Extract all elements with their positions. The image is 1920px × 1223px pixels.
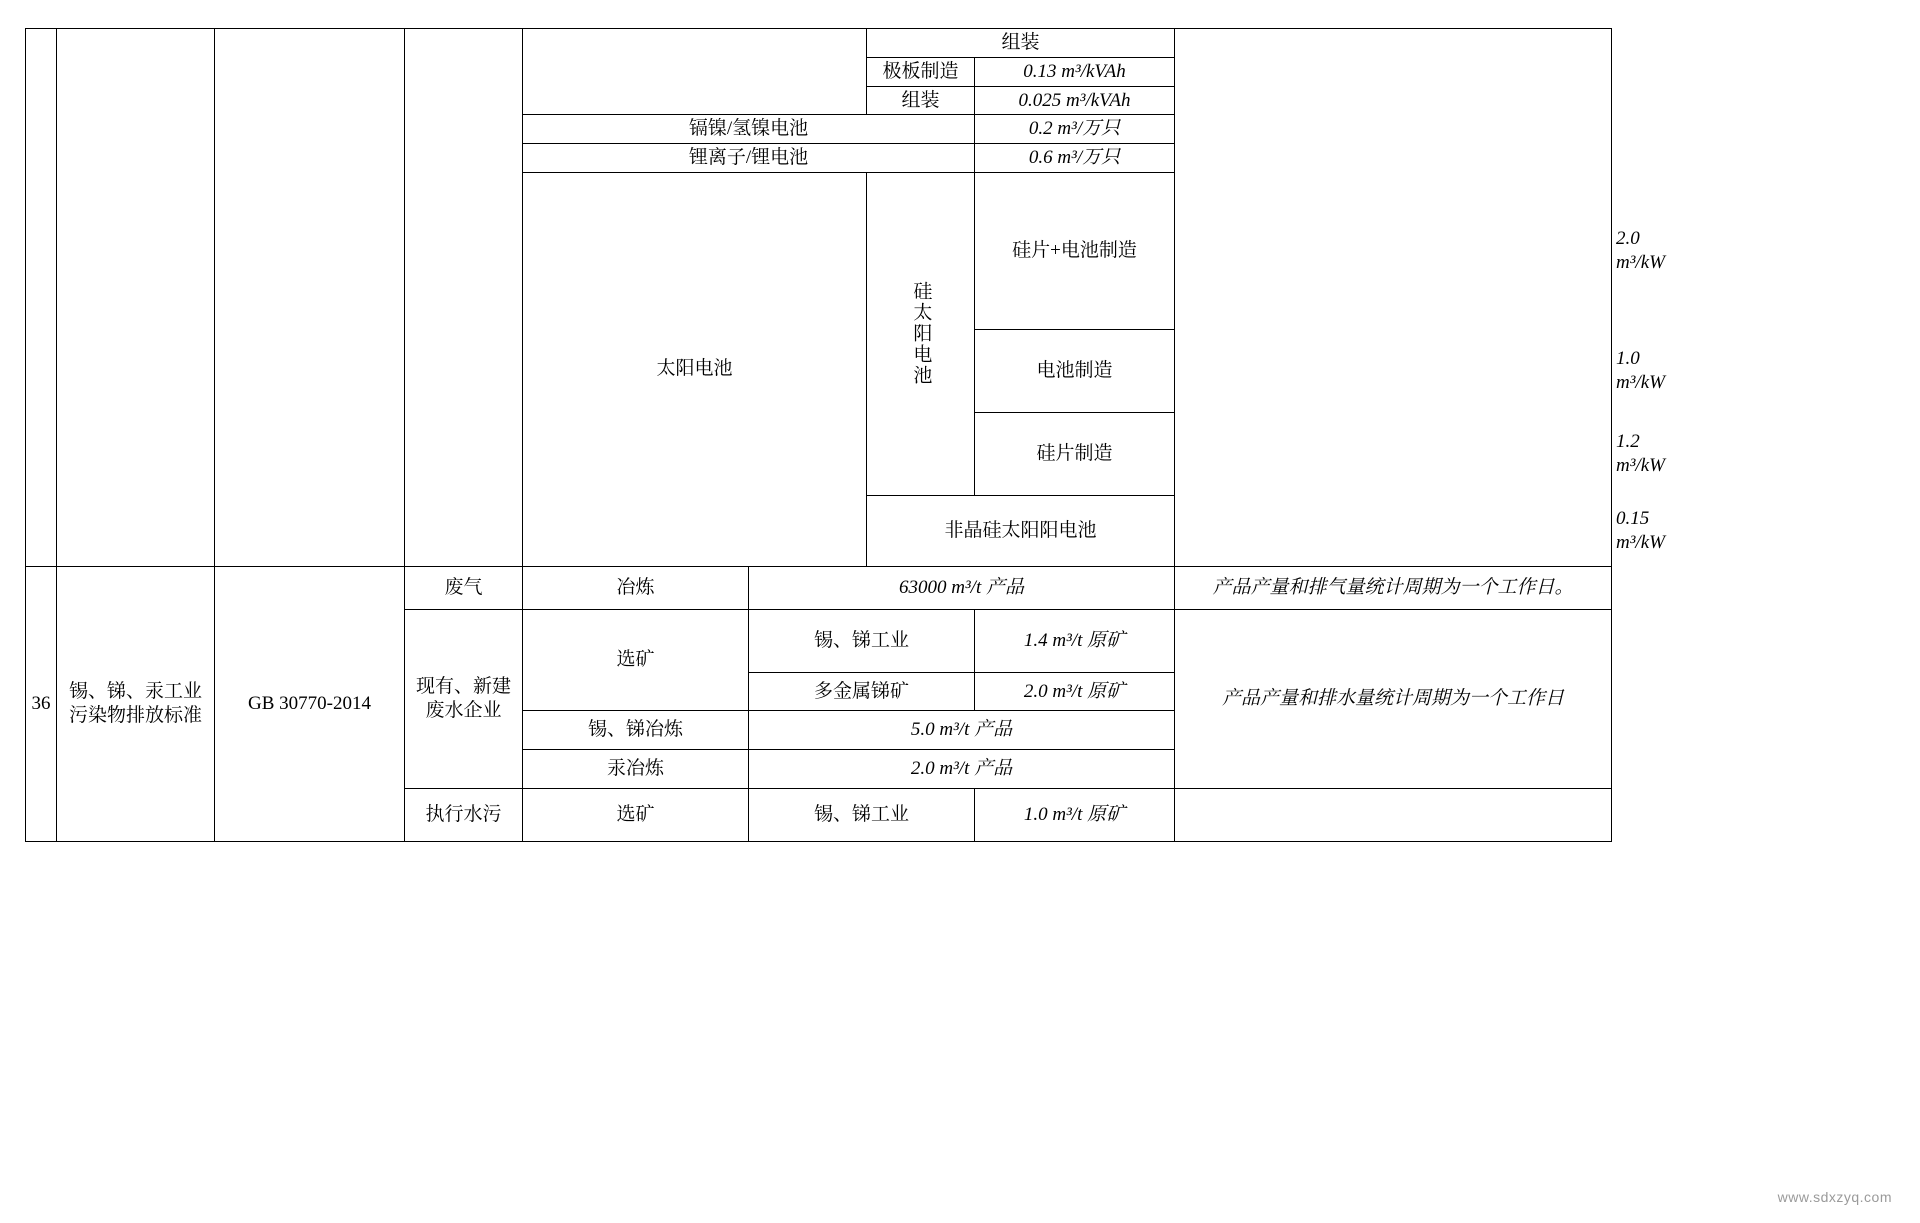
row36-waste-water-note: 产品产量和排水量统计周期为一个工作日: [1175, 609, 1612, 788]
solar-label: 太阳电池: [523, 172, 867, 566]
row36-waste-gas-category: 废气: [405, 566, 523, 609]
silicon-solar-group-label: 硅太阳电池: [867, 172, 975, 495]
row36-wp-value: 1.0 m³/t 原矿: [975, 788, 1175, 841]
row36-ww-sub-1: 多金属锑矿: [749, 672, 975, 711]
table-row-36: [26, 566, 1612, 609]
row36-ww-value-3: 2.0 m³/t 产品: [749, 750, 1175, 789]
cell-index-empty: [26, 29, 57, 567]
solar-sub-label-2: 硅片制造: [975, 412, 1175, 495]
row36-wp-note-empty: [1175, 788, 1612, 841]
row36-waste-gas-value: 63000 m³/t 产品: [749, 566, 1175, 609]
row36-index: 36: [26, 566, 57, 841]
lithium-label: 锂离子/锂电池: [523, 144, 975, 173]
cell-standard-name-empty: [57, 29, 215, 567]
cadmium-value: 0.2 m³/万只: [975, 115, 1175, 144]
row36-ww-value-2: 5.0 m³/t 产品: [749, 711, 1175, 750]
standards-table: [25, 28, 1665, 842]
row36-ww-value-0: 1.4 m³/t 原矿: [975, 609, 1175, 672]
row36-wp-sub: 锡、锑工业: [749, 788, 975, 841]
cell-standard-code-empty: [215, 29, 405, 567]
row36-wp-process: 选矿: [523, 788, 749, 841]
watermark: www.sdxzyq.com: [1777, 1189, 1892, 1205]
battery-item-value-1: 0.13 m³/kVAh: [975, 57, 1175, 86]
row36-standard-code: GB 30770-2014: [215, 566, 405, 841]
row36-ww-process-2: 锡、锑冶炼: [523, 711, 749, 750]
table-row: 电池制造 1.0 m³/kW: [26, 329, 1612, 412]
battery-item-label-2: 组装: [867, 86, 975, 115]
cadmium-label: 镉镍/氢镍电池: [523, 115, 975, 144]
row36-waste-water-category: 现有、新建废水企业: [405, 609, 523, 788]
table-row: [26, 29, 1612, 58]
row36-ww-sub-0: 锡、锑工业: [749, 609, 975, 672]
row36-water-pollution-category: 执行水污: [405, 788, 523, 841]
row36-ww-process-3: 汞冶炼: [523, 750, 749, 789]
cell-note-empty: [1175, 29, 1612, 567]
cell-category-empty: [405, 29, 523, 567]
table-row: 太阳电池 硅太阳电池 硅片+电池制造 2.0 m³/kW: [26, 172, 1612, 329]
row36-waste-gas-note: 产品产量和排气量统计周期为一个工作日。: [1175, 566, 1612, 609]
solar-sub-label-1: 电池制造: [975, 329, 1175, 412]
lithium-value: 0.6 m³/万只: [975, 144, 1175, 173]
table-row: 硅片制造 1.2 m³/kW: [26, 412, 1612, 495]
table-row: 非晶硅太阳阳电池 0.15 m³/kW: [26, 495, 1612, 566]
cell-process-empty: [523, 29, 867, 115]
row36-waste-gas-process: 冶炼: [523, 566, 749, 609]
battery-item-label-0: 组装: [867, 29, 1175, 58]
amorphous-solar-label: 非晶硅太阳阳电池: [867, 495, 1175, 566]
battery-item-label-1: 极板制造: [867, 57, 975, 86]
solar-sub-label-0: 硅片+电池制造: [975, 172, 1175, 329]
row36-ww-process-0: 选矿: [523, 609, 749, 711]
row36-standard-name: 锡、锑、汞工业污染物排放标准: [57, 566, 215, 841]
row36-ww-value-1: 2.0 m³/t 原矿: [975, 672, 1175, 711]
battery-item-value-2: 0.025 m³/kVAh: [975, 86, 1175, 115]
